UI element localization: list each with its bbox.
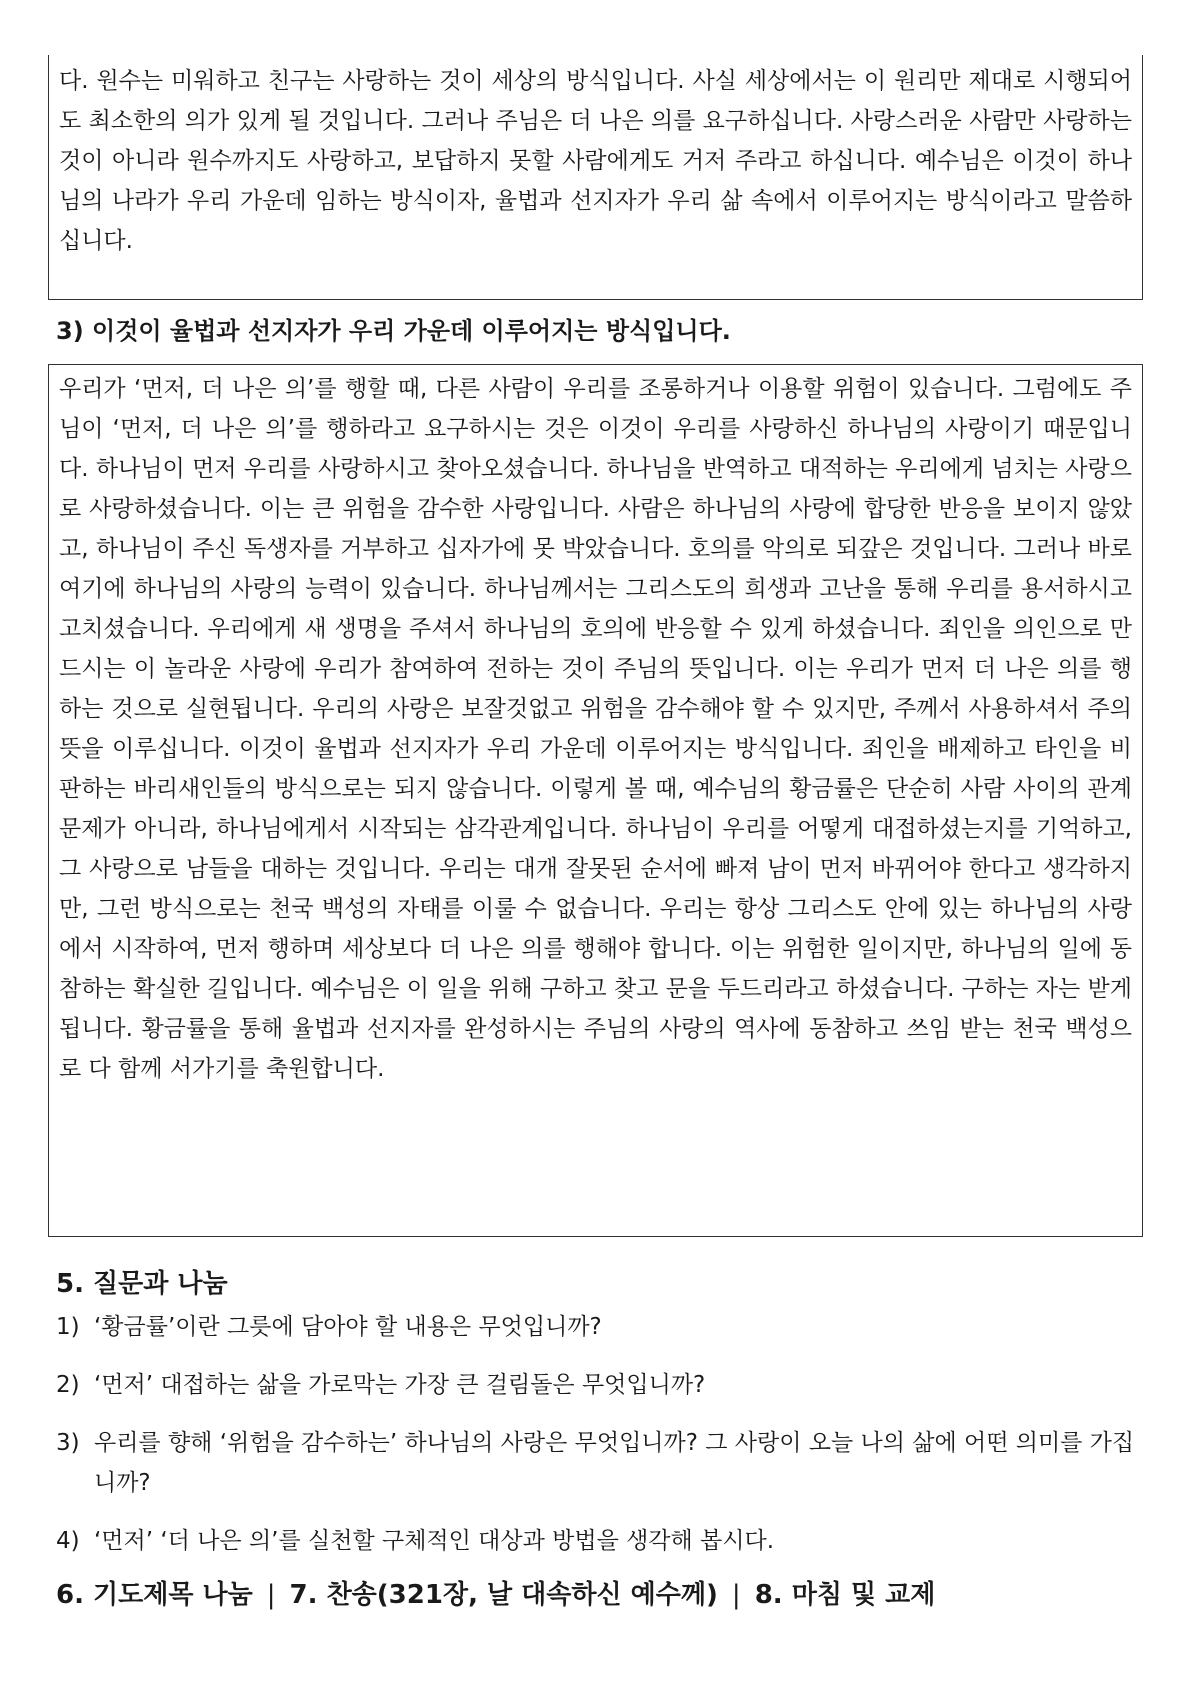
question-list xyxy=(56,1307,1141,1579)
question-number: 2) xyxy=(56,1372,80,1398)
question-item xyxy=(56,1365,1141,1405)
question-number: 4) xyxy=(56,1528,80,1554)
question-number: 1) xyxy=(56,1314,80,1340)
question-text: ‘황금률’이란 그릇에 담아야 할 내용은 무엇입니까? xyxy=(94,1314,602,1340)
question-text: ‘먼저’ 대접하는 삶을 가로막는 가장 큰 걸림돌은 무엇입니까? xyxy=(94,1372,706,1398)
separator: | xyxy=(731,1580,741,1610)
question-text: 우리를 향해 ‘위험을 감수하는’ 하나님의 사랑은 무엇입니까? 그 사랑이 오늘 나의 삶에 어떤 의미를 가집니까? xyxy=(94,1430,1135,1496)
subheading-3: 3) 이것이 율법과 선지자가 우리 가운데 이루어지는 방식입니다. xyxy=(56,317,731,345)
continued-text-box xyxy=(48,55,1143,300)
question-item xyxy=(56,1307,1141,1347)
separator: | xyxy=(266,1580,276,1610)
question-item xyxy=(56,1423,1141,1503)
section-6-title: 6. 기도제목 나눔 xyxy=(56,1580,253,1610)
section-5-title: 5. 질문과 나눔 xyxy=(56,1269,228,1299)
question-item xyxy=(56,1521,1141,1561)
body-text-box xyxy=(48,364,1143,1237)
question-number: 3) xyxy=(56,1430,80,1456)
continued-paragraph: 다. 원수는 미워하고 친구는 사랑하는 것이 세상의 방식입니다. 사실 세상에서는 이 원리만 제대로 시행되어도 최소한의 의가 있게 될 것입니다. 그러나 주님은 더 나은 의를 요구하십니다. 사랑스러운 사람만 사랑하는 것이 아니라 원수까지도 사랑하고, 보답하지 못할 사람에게도 거저 주라고 하십니다. 예수님은 이것이 하나님의 나라가 우리 가운데 임하는 방식이자, 율법과 선지자가 우리 삶 속에서 이루어지는 방식이라고 말씀하십니다. xyxy=(59,68,1132,254)
question-text: ‘먼저’ ‘더 나은 의’를 실천할 구체적인 대상과 방법을 생각해 봅시다. xyxy=(94,1528,775,1554)
closing-sections-line xyxy=(56,1575,935,1615)
section-8-title: 8. 마침 및 교제 xyxy=(754,1580,936,1610)
body-paragraph: 우리가 ‘먼저, 더 나은 의’를 행할 때, 다른 사람이 우리를 조롱하거나 이용할 위험이 있습니다. 그럼에도 주님이 ‘먼저, 더 나은 의’를 행하라고 요구하시는 것은 이것이 우리를 사랑하신 하나님의 사랑이기 때문입니다. 하나님이 먼저 우리를 사랑하시고 찾아오셨습니다. 하나님을 반역하고 대적하는 우리에게 넘치는 사랑으로 사랑하셨습니다. 이는 큰 위험을 감수한 사랑입니다. 사람은 하나님의 사랑에 합당한 반응을 보이지 않았고, 하나님이 주신 독생자를 거부하고 십자가에 못 박았습니다. 호의를 악의로 되갚은 것입니다. 그러나 바로 여기에 하나님의 사랑의 능력이 있습니다. 하나님께서는 그리스도의 희생과 고난을 통해 우리를 용서하시고 고치셨습니다. 우리에게 새 생명을 주셔서 하나님의 호의에 반응할 수 있게 하셨습니다. 죄인을 의인으로 만드시는 이 놀라운 사랑에 우리가 참여하여 전하는 것이 주님의 뜻입니다. 이는 우리가 먼저 더 나은 의를 행하는 것으로 실현됩니다. 우리의 사랑은 보잘것없고 위험을 감수해야 할 수 있지만, 주께서 사용하셔서 주의 뜻을 이루십니다. 이것이 율법과 선지자가 우리 가운데 이루어지는 방식입니다. 죄인을 배제하고 타인을 비판하는 바리새인들의 방식으로는 되지 않습니다. 이렇게 볼 때, 예수님의 황금률은 단순히 사람 사이의 관계 문제가 아니라, 하나님에게서 시작되는 삼각관계입니다. 하나님이 우리를 어떻게 대접하셨는지를 기억하고, 그 사랑으로 남들을 대하는 것입니다. 우리는 대개 잘못된 순서에 빠져 남이 먼저 바뀌어야 한다고 생각하지만, 그런 방식으로는 천국 백성의 자태를 이룰 수 없습니다. 우리는 항상 그리스도 안에 있는 하나님의 사랑에서 시작하여, 먼저 행하며 세상보다 더 나은 의를 행해야 합니다. 이는 위험한 일이지만, 하나님의 일에 동참하는 확실한 길입니다. 예수님은 이 일을 위해 구하고 찾고 문을 두드리라고 하셨습니다. 구하는 자는 받게 됩니다. 황금률을 통해 율법과 선지자를 완성하시는 주님의 사랑의 역사에 동참하고 쓰임 받는 천국 백성으로 다 함께 서가기를 축원합니다. xyxy=(59,376,1132,1082)
section-7-title: 7. 찬송(321장, 날 대속하신 예수께) xyxy=(289,1580,718,1610)
